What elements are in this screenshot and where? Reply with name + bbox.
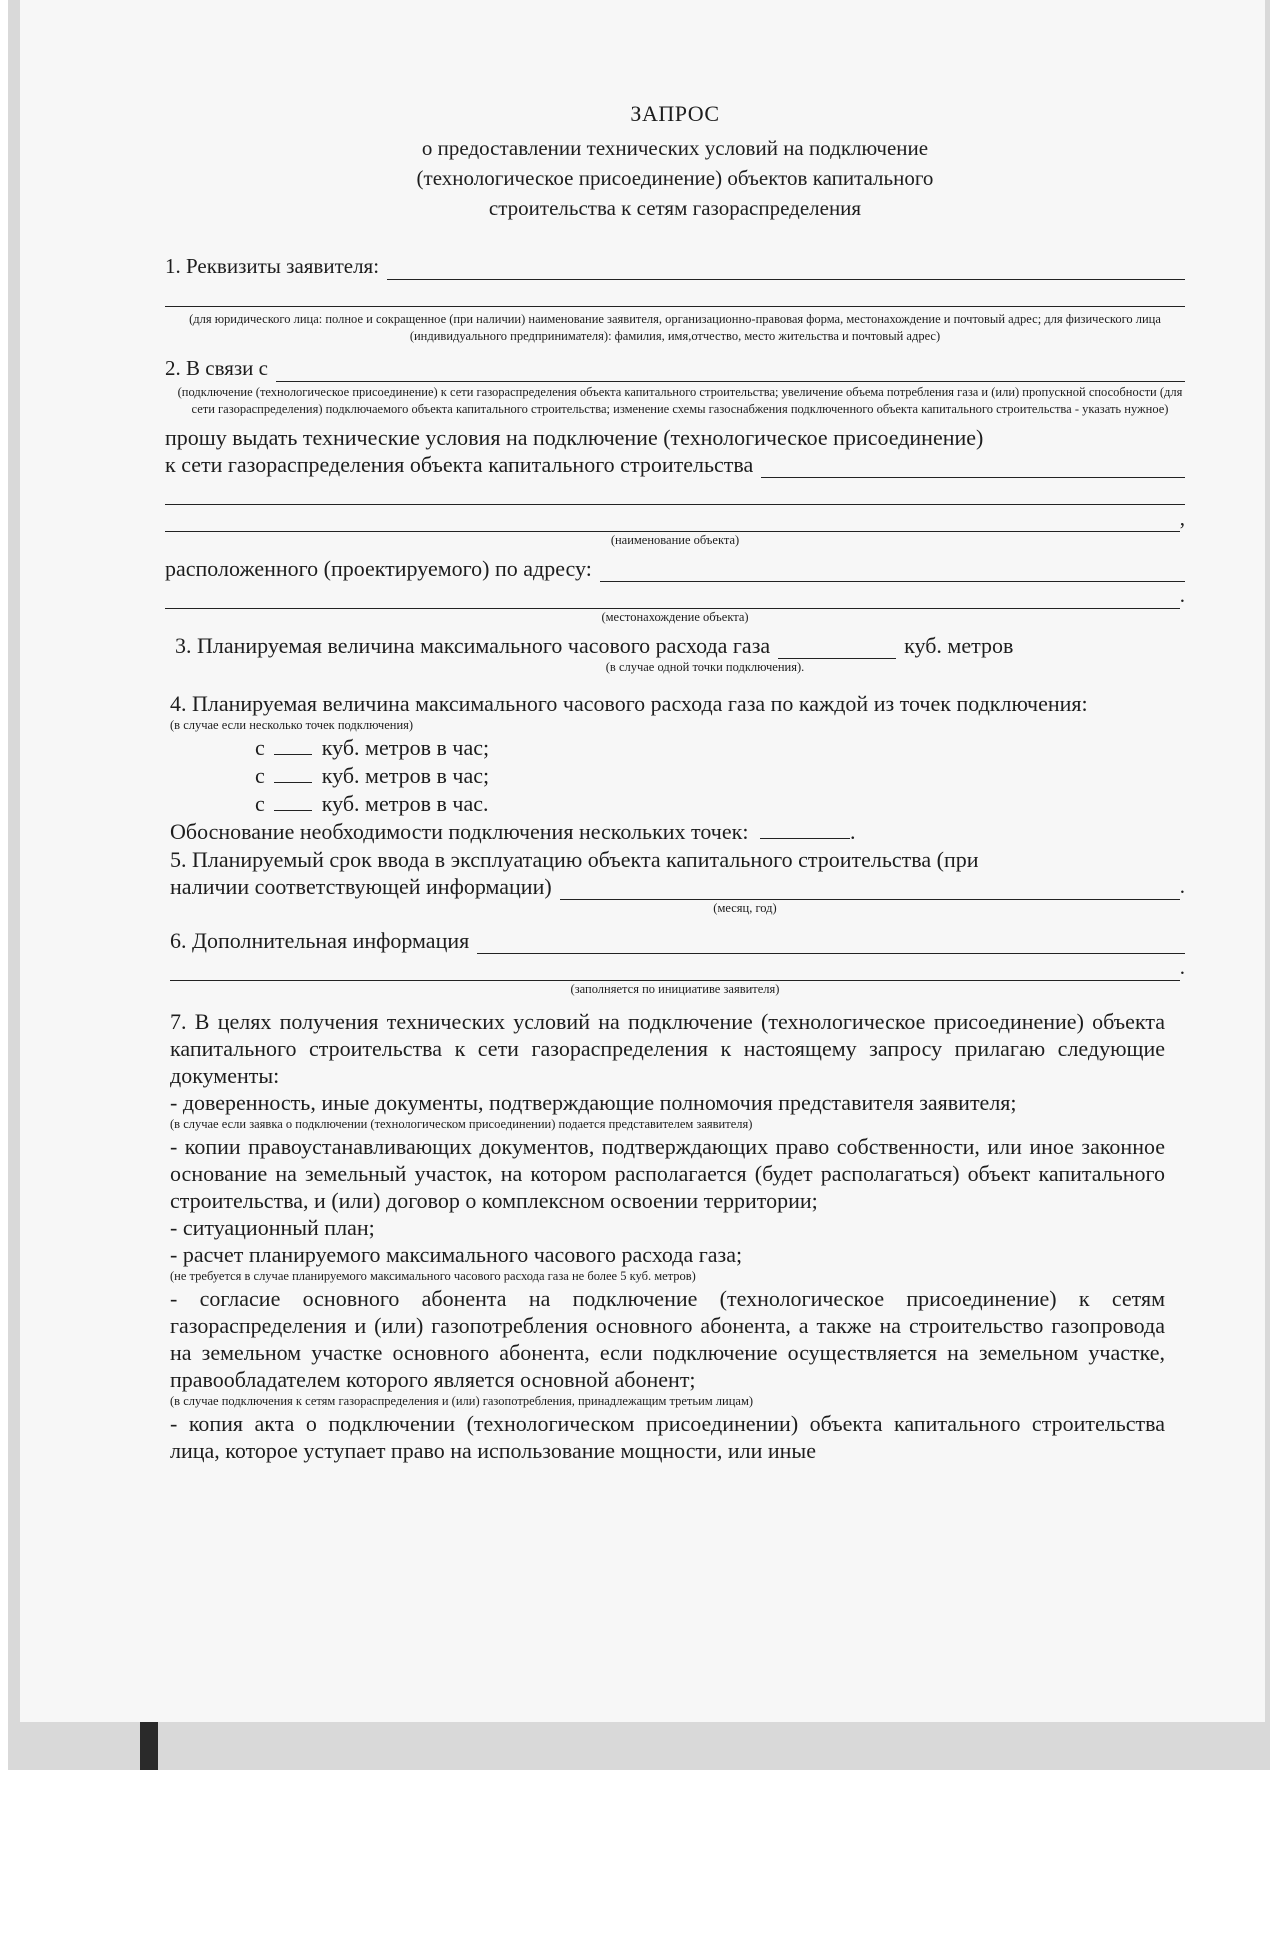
- section-5-note: (месяц, год): [713, 901, 777, 915]
- justification-end: .: [849, 819, 856, 844]
- section-6-row: [165, 927, 1185, 954]
- section-2-row: [165, 355, 1185, 382]
- section-5-text: 5. Планируемый срок ввода в эксплуатацию объекта капитального строительства (при: [170, 847, 979, 872]
- justification-label: Обоснование необходимости подключения нескольких точек:: [170, 819, 749, 844]
- request-line-2: к сети газораспределения объекта капитального строительства: [165, 452, 754, 477]
- object-name-row-3: [165, 505, 1185, 532]
- attachment-note: (в случае подключения к сетям газораспределения и (или) газопотребления, принадлежащим третьим лицам): [170, 1394, 754, 1408]
- section-7: [165, 1008, 1185, 1464]
- object-name-comma: ,: [1179, 506, 1185, 530]
- attachment-note: (в случае если заявка о подключении (технологическом присоединении) подается представителем заявителя): [170, 1117, 753, 1131]
- object-name-field-3[interactable]: [165, 509, 1180, 532]
- attachment-item: - доверенность, иные документы, подтверждающие полномочия представителя заявителя;: [170, 1090, 1017, 1115]
- section-2-note: (подключение (технологическое присоединение) к сети газораспределения объекта капитального строительства; увеличение объема потребления газа и (или) пропускной способности (для сети газораспределения) подключаемого объекта капитального строительства; изменение схемы газоснабжения подключенного объекта капитального строительства - указать нужное): [177, 385, 1183, 416]
- section-2-label: 2. В связи с: [165, 356, 268, 380]
- section-7-intro: 7. В целях получения технических условий на подключение (технологическое присоединение) объекта капитального строительства к сети газораспределения к настоящему запросу прилагаю следующие документы:: [170, 1009, 1165, 1088]
- attachment-note: (не требуется в случае планируемого максимального часового расхода газа не более 5 куб. метров): [170, 1269, 696, 1283]
- max-hourly-flow-field[interactable]: [778, 640, 896, 659]
- section-1-note: (для юридического лица: полное и сокращенное (при наличии) наименование заявителя, организационно-правовая форма, местонахождение и почтовый адрес; для физического лица (индивидуального предпринимателя): фамилия, имя,отчество, место жительства и почтовый адрес): [189, 312, 1161, 343]
- section-3-unit: куб. метров: [904, 633, 1014, 658]
- section-3-note: (в случае одной точки подключения).: [605, 660, 805, 674]
- address-period: .: [1179, 583, 1185, 607]
- section-6-end: .: [1179, 955, 1185, 979]
- applicant-details-field[interactable]: [387, 257, 1185, 280]
- section-4-note: (в случае если несколько точек подключения): [170, 718, 414, 732]
- address-note: (местонахождение объекта): [601, 610, 749, 624]
- connection-point-prefix: с: [255, 735, 265, 760]
- connection-point-unit: куб. метров в час.: [321, 791, 489, 816]
- address-label: расположенного (проектируемого) по адресу:: [165, 556, 592, 581]
- object-name-field[interactable]: [761, 455, 1185, 478]
- justification-field[interactable]: [760, 820, 850, 839]
- additional-info-field[interactable]: [477, 931, 1185, 954]
- reason-field[interactable]: [276, 359, 1185, 382]
- document-subtitle: [165, 133, 1185, 223]
- connection-point-item: [165, 734, 1185, 762]
- attachment-item: - копии правоустанавливающих документов, подтверждающих право собственности, или иное законное основание на земельный участок, на котором располагается (будет располагаться) объект капитального строительства, и (или) договор о комплексном освоении территории;: [170, 1134, 1165, 1213]
- section-3-label: 3. Планируемая величина максимального часового расхода газа: [175, 633, 771, 658]
- address-field-2[interactable]: [165, 586, 1180, 609]
- document-title: ЗАПРОС: [630, 101, 720, 126]
- document-content: [165, 100, 1185, 1464]
- applicant-details-field-2[interactable]: [165, 280, 1185, 307]
- section-4-text: 4. Планируемая величина максимального часового расхода газа по каждой из точек подключения:: [170, 691, 1088, 716]
- additional-info-field-2[interactable]: [170, 958, 1180, 981]
- connection-point-prefix: с: [255, 791, 265, 816]
- connection-point-1-field[interactable]: [274, 736, 312, 755]
- section-6-label: 6. Дополнительная информация: [170, 928, 470, 953]
- attachment-item: - согласие основного абонента на подключение (технологическое присоединение) к сетям газораспределения и (или) газопотребления основного абонента, а также на строительство газопровода на земельном участке основного абонента, если подключение осуществляется на земельном участке, правообладателем которого является основной абонент;: [170, 1286, 1165, 1392]
- justification-row: [165, 818, 1185, 846]
- address-row: [165, 555, 1185, 582]
- connection-point-3-field[interactable]: [274, 792, 312, 811]
- attachment-item: - копия акта о подключении (технологическом присоединении) объекта капитального строительства лица, которое уступает право на использование мощности, или иные: [170, 1411, 1165, 1463]
- request-line-2-row: [165, 451, 1185, 478]
- object-name-field-2[interactable]: [165, 478, 1185, 505]
- section-6-note: (заполняется по инициативе заявителя): [570, 982, 780, 996]
- section-5-end: .: [1179, 874, 1185, 898]
- subtitle-line: (технологическое присоединение) объектов капитального: [416, 166, 934, 190]
- connection-points-list: [165, 734, 1185, 846]
- section-5-row: [165, 873, 1185, 900]
- connection-point-unit: куб. метров в час;: [321, 763, 490, 788]
- section-1-label: 1. Реквизиты заявителя:: [165, 254, 380, 278]
- scan-edge-mark: [140, 1720, 158, 1770]
- subtitle-line: строительства к сетям газораспределения: [488, 196, 862, 220]
- connection-point-unit: куб. метров в час;: [321, 735, 490, 760]
- connection-point-prefix: с: [255, 763, 265, 788]
- connection-point-2-field[interactable]: [274, 764, 312, 783]
- subtitle-line: о предоставлении технических условий на подключение: [421, 136, 929, 160]
- section-1-row: [165, 253, 1185, 280]
- connection-point-item: [165, 762, 1185, 790]
- commissioning-date-field[interactable]: [560, 877, 1180, 900]
- section-5-label: наличии соответствующей информации): [170, 874, 552, 899]
- connection-point-item: [165, 790, 1185, 818]
- attachment-item: - расчет планируемого максимального часового расхода газа;: [170, 1242, 743, 1267]
- request-line-1: прошу выдать технические условия на подключение (технологическое присоединение): [165, 425, 984, 450]
- attachment-item: - ситуационный план;: [170, 1215, 375, 1240]
- section-6-row-2: [165, 954, 1185, 981]
- address-row-2: [165, 582, 1185, 609]
- object-name-note: (наименование объекта): [610, 533, 740, 547]
- section-3-row: [165, 632, 1185, 659]
- address-field[interactable]: [600, 559, 1185, 582]
